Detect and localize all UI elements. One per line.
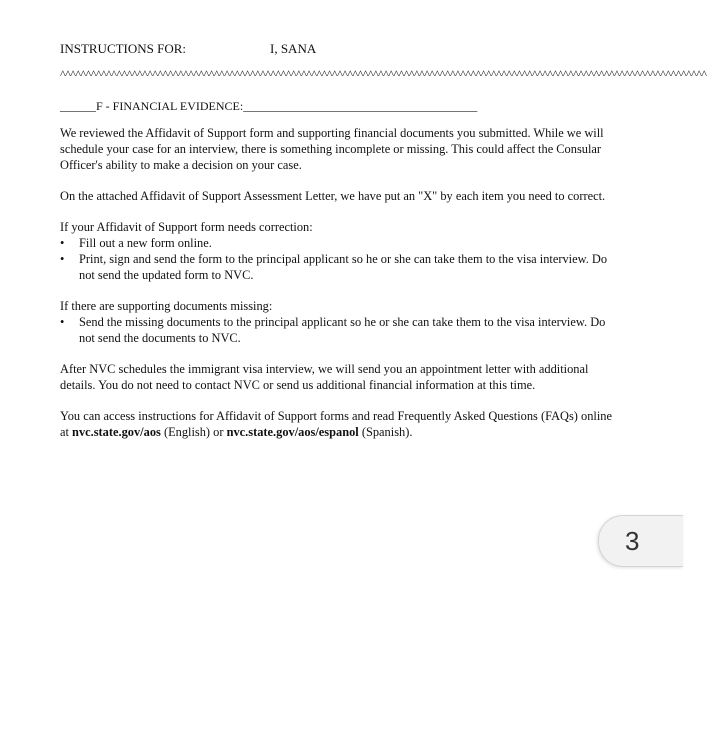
paragraph-review: We reviewed the Affidavit of Support form and supporting financial documents you submitted. While we will schedule your case for an interview, there is something incomplete or missing. This could affect the Consular Officer's ability to make a decision on your case. xyxy=(60,126,604,172)
section-heading: ______F - FINANCIAL EVIDENCE:_______________________________________ xyxy=(60,99,478,113)
bullet-icon: • xyxy=(60,236,65,250)
link-aos-english[interactable]: nvc.state.gov/aos xyxy=(72,425,161,439)
paragraph-assessment: On the attached Affidavit of Support Assessment Letter, we have put an "X" by each item you need to correct. xyxy=(60,189,606,203)
missing-documents-list xyxy=(60,314,620,346)
instructions-label: INSTRUCTIONS FOR: xyxy=(60,41,187,56)
instructions-header xyxy=(60,41,317,57)
form-correction-list xyxy=(60,235,620,283)
bullet-icon: • xyxy=(60,252,65,266)
paragraph-faq: You can access instructions for Affidavit of Support forms and read Frequently Asked Questions (FAQs) online at nvc.state.gov/aos (English) or nvc.state.gov/aos/espanol (Spanish). xyxy=(60,409,612,439)
list-item: • Send the missing documents to the principal applicant so he or she can take them to the visa interview. Do not send the documents to NVC. xyxy=(60,315,606,345)
paragraph-form-correction: If your Affidavit of Support form needs correction: xyxy=(60,220,313,234)
letter-body xyxy=(60,125,620,455)
page-number: 3 xyxy=(625,526,640,556)
applicant-name: I, SANA xyxy=(270,41,317,56)
list-item: • Fill out a new form online. xyxy=(60,236,212,250)
divider-line: ^^^^^^^^^^^^^^^^^^^^^^^^^^^^^^^^^^^^^^^^^^^^^^^^^^^^^^^^^^^^^^^^^^^^^^^^^^^^^^^^^^^^^^^^^^^^^^^^^^^^^^^^^^^^^^^^^^^^^^^^^^^^^^ xyxy=(60,67,707,81)
paragraph-after-schedule: After NVC schedules the immigrant visa interview, we will send you an appointment letter with additional details. You do not need to contact NVC or send us additional financial information at this time. xyxy=(60,362,589,392)
list-item: • Print, sign and send the form to the principal applicant so he or she can take them to the visa interview. Do not send the updated form to NVC. xyxy=(60,252,608,282)
paragraph-missing-documents: If there are supporting documents missing: xyxy=(60,299,273,313)
page-number-badge[interactable] xyxy=(598,515,683,567)
bullet-icon: • xyxy=(60,315,65,329)
link-aos-spanish[interactable]: nvc.state.gov/aos/espanol xyxy=(226,425,359,439)
